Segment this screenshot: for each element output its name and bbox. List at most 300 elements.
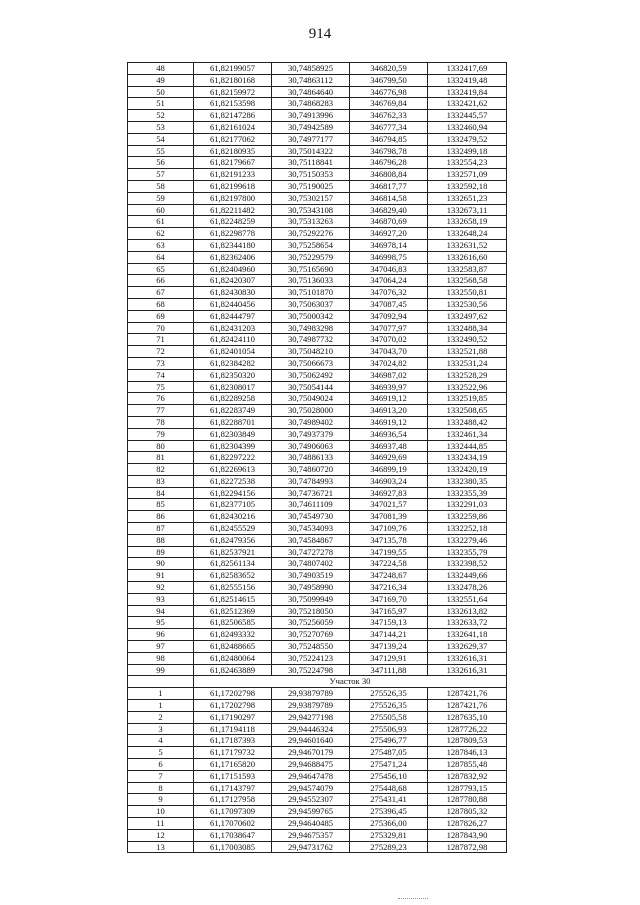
table-row: [128, 310, 507, 322]
latitude-cell: 61,17003085: [194, 841, 272, 853]
y-coordinate-cell: 1332478,26: [428, 582, 507, 594]
table-row: [128, 723, 507, 735]
y-coordinate-cell: 1332444,85: [428, 440, 507, 452]
x-coordinate-cell: 347159,13: [350, 617, 428, 629]
y-coordinate-cell: 1332530,56: [428, 298, 507, 310]
x-coordinate-cell: 346799,50: [350, 74, 428, 86]
point-number-cell: 2: [128, 711, 194, 723]
latitude-cell: 61,17038647: [194, 829, 272, 841]
y-coordinate-cell: 1332291,03: [428, 499, 507, 511]
table-row: [128, 251, 507, 263]
longitude-cell: 30,75118841: [272, 157, 350, 169]
table-row: [128, 794, 507, 806]
table-row: [128, 86, 507, 98]
longitude-cell: 30,74611109: [272, 499, 350, 511]
y-coordinate-cell: 1332519,85: [428, 393, 507, 405]
longitude-cell: 30,74942589: [272, 121, 350, 133]
latitude-cell: 61,82289258: [194, 393, 272, 405]
table-row: [128, 216, 507, 228]
x-coordinate-cell: 347169,70: [350, 593, 428, 605]
point-number-cell: 11: [128, 818, 194, 830]
table-row: [128, 63, 507, 75]
table-row: [128, 570, 507, 582]
point-number-cell: 52: [128, 110, 194, 122]
y-coordinate-cell: 1287421,76: [428, 700, 507, 712]
longitude-cell: 29,93879789: [272, 700, 350, 712]
point-number-cell: 13: [128, 841, 194, 853]
table-row: [128, 346, 507, 358]
table-row: [128, 818, 507, 830]
x-coordinate-cell: 347021,57: [350, 499, 428, 511]
table-row: [128, 759, 507, 771]
point-number-cell: 77: [128, 405, 194, 417]
y-coordinate-cell: 1332497,62: [428, 310, 507, 322]
latitude-cell: 61,82153598: [194, 98, 272, 110]
latitude-cell: 61,82561134: [194, 558, 272, 570]
point-number-cell: 90: [128, 558, 194, 570]
x-coordinate-cell: 347144,21: [350, 629, 428, 641]
y-coordinate-cell: 1287832,92: [428, 770, 507, 782]
y-coordinate-cell: 1332461,34: [428, 428, 507, 440]
x-coordinate-cell: 347248,67: [350, 570, 428, 582]
section-row: [128, 676, 507, 688]
table-row: [128, 228, 507, 240]
x-coordinate-cell: 275471,24: [350, 759, 428, 771]
longitude-cell: 30,74864640: [272, 86, 350, 98]
x-coordinate-cell: 346929,69: [350, 452, 428, 464]
point-number-cell: 95: [128, 617, 194, 629]
point-number-cell: 66: [128, 275, 194, 287]
y-coordinate-cell: 1287421,76: [428, 688, 507, 700]
y-coordinate-cell: 1287809,53: [428, 735, 507, 747]
table-row: [128, 416, 507, 428]
table-row: [128, 145, 507, 157]
x-coordinate-cell: 347043,70: [350, 346, 428, 358]
x-coordinate-cell: 275506,93: [350, 723, 428, 735]
table-row: [128, 664, 507, 676]
table-row: [128, 180, 507, 192]
table-row: [128, 523, 507, 535]
point-number-cell: 96: [128, 629, 194, 641]
coordinates-table: [127, 62, 507, 853]
latitude-cell: 61,82298778: [194, 228, 272, 240]
y-coordinate-cell: 1332488,42: [428, 416, 507, 428]
table-row: [128, 357, 507, 369]
table-row: [128, 169, 507, 181]
table-row: [128, 711, 507, 723]
point-number-cell: 61: [128, 216, 194, 228]
longitude-cell: 30,74868283: [272, 98, 350, 110]
longitude-cell: 29,94647478: [272, 770, 350, 782]
x-coordinate-cell: 347077,97: [350, 322, 428, 334]
y-coordinate-cell: 1287635,10: [428, 711, 507, 723]
latitude-cell: 61,82512369: [194, 605, 272, 617]
y-coordinate-cell: 1332252,18: [428, 523, 507, 535]
x-coordinate-cell: 346796,28: [350, 157, 428, 169]
y-coordinate-cell: 1287826,27: [428, 818, 507, 830]
latitude-cell: 61,17179732: [194, 747, 272, 759]
x-coordinate-cell: 347165,97: [350, 605, 428, 617]
table-row: [128, 475, 507, 487]
longitude-cell: 29,94688475: [272, 759, 350, 771]
x-coordinate-cell: 346978,14: [350, 239, 428, 251]
y-coordinate-cell: 1332460,94: [428, 121, 507, 133]
y-coordinate-cell: 1332419,84: [428, 86, 507, 98]
section-empty-cell: [128, 676, 194, 688]
longitude-cell: 29,94574079: [272, 782, 350, 794]
y-coordinate-cell: 1332554,23: [428, 157, 507, 169]
x-coordinate-cell: 347076,32: [350, 287, 428, 299]
longitude-cell: 30,75048210: [272, 346, 350, 358]
latitude-cell: 61,82197800: [194, 192, 272, 204]
x-coordinate-cell: 275526,35: [350, 700, 428, 712]
y-coordinate-cell: 1332434,19: [428, 452, 507, 464]
table-row: [128, 428, 507, 440]
point-number-cell: 49: [128, 74, 194, 86]
latitude-cell: 61,82384282: [194, 357, 272, 369]
table-row: [128, 593, 507, 605]
x-coordinate-cell: 275431,41: [350, 794, 428, 806]
x-coordinate-cell: 347216,34: [350, 582, 428, 594]
x-coordinate-cell: 275396,45: [350, 806, 428, 818]
table-row: [128, 204, 507, 216]
point-number-cell: 54: [128, 133, 194, 145]
y-coordinate-cell: 1332449,66: [428, 570, 507, 582]
x-coordinate-cell: 346870,69: [350, 216, 428, 228]
longitude-cell: 30,75165690: [272, 263, 350, 275]
longitude-cell: 29,94599765: [272, 806, 350, 818]
y-coordinate-cell: 1287805,32: [428, 806, 507, 818]
y-coordinate-cell: 1332417,69: [428, 63, 507, 75]
point-number-cell: 73: [128, 357, 194, 369]
y-coordinate-cell: 1332648,24: [428, 228, 507, 240]
x-coordinate-cell: 346769,84: [350, 98, 428, 110]
x-coordinate-cell: 347092,94: [350, 310, 428, 322]
y-coordinate-cell: 1332508,65: [428, 405, 507, 417]
point-number-cell: 1: [128, 700, 194, 712]
table-row: [128, 806, 507, 818]
table-row: [128, 239, 507, 251]
table-row: [128, 98, 507, 110]
latitude-cell: 61,82177062: [194, 133, 272, 145]
x-coordinate-cell: 275526,35: [350, 688, 428, 700]
point-number-cell: 84: [128, 487, 194, 499]
latitude-cell: 61,82147286: [194, 110, 272, 122]
latitude-cell: 61,82180935: [194, 145, 272, 157]
longitude-cell: 30,74858925: [272, 63, 350, 75]
longitude-cell: 30,74958990: [272, 582, 350, 594]
point-number-cell: 63: [128, 239, 194, 251]
point-number-cell: 76: [128, 393, 194, 405]
latitude-cell: 61,82430216: [194, 511, 272, 523]
longitude-cell: 30,75270769: [272, 629, 350, 641]
latitude-cell: 61,17190297: [194, 711, 272, 723]
y-coordinate-cell: 1332658,19: [428, 216, 507, 228]
point-number-cell: 64: [128, 251, 194, 263]
x-coordinate-cell: 275487,05: [350, 747, 428, 759]
x-coordinate-cell: 347046,83: [350, 263, 428, 275]
latitude-cell: 61,82303849: [194, 428, 272, 440]
point-number-cell: 56: [128, 157, 194, 169]
table-row: [128, 546, 507, 558]
table-row: [128, 464, 507, 476]
longitude-cell: 30,75049024: [272, 393, 350, 405]
latitude-cell: 61,82199057: [194, 63, 272, 75]
longitude-cell: 30,74983298: [272, 322, 350, 334]
point-number-cell: 86: [128, 511, 194, 523]
point-number-cell: 67: [128, 287, 194, 299]
table-row: [128, 452, 507, 464]
x-coordinate-cell: 346829,40: [350, 204, 428, 216]
point-number-cell: 89: [128, 546, 194, 558]
table-row: [128, 287, 507, 299]
latitude-cell: 61,17187393: [194, 735, 272, 747]
y-coordinate-cell: 1332528,29: [428, 369, 507, 381]
point-number-cell: 55: [128, 145, 194, 157]
longitude-cell: 29,93879789: [272, 688, 350, 700]
y-coordinate-cell: 1332550,81: [428, 287, 507, 299]
latitude-cell: 61,82191233: [194, 169, 272, 181]
latitude-cell: 61,17143797: [194, 782, 272, 794]
latitude-cell: 61,82283749: [194, 405, 272, 417]
point-number-cell: 97: [128, 641, 194, 653]
y-coordinate-cell: 1332673,11: [428, 204, 507, 216]
latitude-cell: 61,82480064: [194, 652, 272, 664]
y-coordinate-cell: 1287726,22: [428, 723, 507, 735]
y-coordinate-cell: 1332551,64: [428, 593, 507, 605]
latitude-cell: 61,82362406: [194, 251, 272, 263]
y-coordinate-cell: 1332419,48: [428, 74, 507, 86]
table-row: [128, 121, 507, 133]
latitude-cell: 61,17070602: [194, 818, 272, 830]
longitude-cell: 30,75190025: [272, 180, 350, 192]
y-coordinate-cell: 1332568,58: [428, 275, 507, 287]
point-number-cell: 53: [128, 121, 194, 133]
x-coordinate-cell: 346762,33: [350, 110, 428, 122]
longitude-cell: 30,74736721: [272, 487, 350, 499]
y-coordinate-cell: 1332259,86: [428, 511, 507, 523]
table-row: [128, 110, 507, 122]
longitude-cell: 29,94675357: [272, 829, 350, 841]
latitude-cell: 61,82420307: [194, 275, 272, 287]
point-number-cell: 3: [128, 723, 194, 735]
x-coordinate-cell: 346913,20: [350, 405, 428, 417]
point-number-cell: 81: [128, 452, 194, 464]
table-row: [128, 617, 507, 629]
longitude-cell: 30,74989402: [272, 416, 350, 428]
table-row: [128, 688, 507, 700]
point-number-cell: 59: [128, 192, 194, 204]
x-coordinate-cell: 346820,59: [350, 63, 428, 75]
longitude-cell: 30,74863112: [272, 74, 350, 86]
x-coordinate-cell: 275456,10: [350, 770, 428, 782]
latitude-cell: 61,82288701: [194, 416, 272, 428]
latitude-cell: 61,17202798: [194, 688, 272, 700]
longitude-cell: 30,75229579: [272, 251, 350, 263]
longitude-cell: 30,74860720: [272, 464, 350, 476]
point-number-cell: 70: [128, 322, 194, 334]
table-row: [128, 192, 507, 204]
point-number-cell: 60: [128, 204, 194, 216]
table-row: [128, 275, 507, 287]
point-number-cell: 10: [128, 806, 194, 818]
point-number-cell: 99: [128, 664, 194, 676]
point-number-cell: 92: [128, 582, 194, 594]
latitude-cell: 61,82401054: [194, 346, 272, 358]
table-row: [128, 735, 507, 747]
x-coordinate-cell: 275448,68: [350, 782, 428, 794]
longitude-cell: 30,74937379: [272, 428, 350, 440]
point-number-cell: 7: [128, 770, 194, 782]
longitude-cell: 29,94446324: [272, 723, 350, 735]
table-row: [128, 263, 507, 275]
point-number-cell: 93: [128, 593, 194, 605]
point-number-cell: 72: [128, 346, 194, 358]
y-coordinate-cell: 1332380,35: [428, 475, 507, 487]
longitude-cell: 30,74913996: [272, 110, 350, 122]
point-number-cell: 83: [128, 475, 194, 487]
latitude-cell: 61,82308017: [194, 381, 272, 393]
longitude-cell: 30,75224123: [272, 652, 350, 664]
x-coordinate-cell: 347135,78: [350, 534, 428, 546]
point-number-cell: 85: [128, 499, 194, 511]
y-coordinate-cell: 1332279,46: [428, 534, 507, 546]
table-row: [128, 841, 507, 853]
point-number-cell: 98: [128, 652, 194, 664]
x-coordinate-cell: 275289,23: [350, 841, 428, 853]
point-number-cell: 87: [128, 523, 194, 535]
x-coordinate-cell: 347129,91: [350, 652, 428, 664]
x-coordinate-cell: 346903,24: [350, 475, 428, 487]
latitude-cell: 61,82583652: [194, 570, 272, 582]
latitude-cell: 61,82211482: [194, 204, 272, 216]
latitude-cell: 61,82488665: [194, 641, 272, 653]
latitude-cell: 61,82269613: [194, 464, 272, 476]
y-coordinate-cell: 1332420,19: [428, 464, 507, 476]
table-row: [128, 605, 507, 617]
x-coordinate-cell: 347199,55: [350, 546, 428, 558]
y-coordinate-cell: 1332571,09: [428, 169, 507, 181]
point-number-cell: 88: [128, 534, 194, 546]
point-number-cell: 74: [128, 369, 194, 381]
latitude-cell: 61,82537921: [194, 546, 272, 558]
table-row: [128, 334, 507, 346]
x-coordinate-cell: 275366,00: [350, 818, 428, 830]
table-row: [128, 133, 507, 145]
x-coordinate-cell: 346936,54: [350, 428, 428, 440]
latitude-cell: 61,82304399: [194, 440, 272, 452]
x-coordinate-cell: 346919,12: [350, 416, 428, 428]
latitude-cell: 61,82159972: [194, 86, 272, 98]
y-coordinate-cell: 1332651,23: [428, 192, 507, 204]
latitude-cell: 61,17127958: [194, 794, 272, 806]
latitude-cell: 61,82294156: [194, 487, 272, 499]
section-label: Участок 30: [194, 676, 507, 688]
x-coordinate-cell: 346817,77: [350, 180, 428, 192]
table-row: [128, 298, 507, 310]
latitude-cell: 61,82350320: [194, 369, 272, 381]
longitude-cell: 30,75343108: [272, 204, 350, 216]
longitude-cell: 30,74584867: [272, 534, 350, 546]
longitude-cell: 29,94670179: [272, 747, 350, 759]
table-row: [128, 381, 507, 393]
longitude-cell: 30,74987732: [272, 334, 350, 346]
y-coordinate-cell: 1287846,13: [428, 747, 507, 759]
longitude-cell: 29,94277198: [272, 711, 350, 723]
y-coordinate-cell: 1332479,52: [428, 133, 507, 145]
x-coordinate-cell: 346927,20: [350, 228, 428, 240]
longitude-cell: 29,94601640: [272, 735, 350, 747]
latitude-cell: 61,82404960: [194, 263, 272, 275]
point-number-cell: 82: [128, 464, 194, 476]
point-number-cell: 68: [128, 298, 194, 310]
y-coordinate-cell: 1332521,88: [428, 346, 507, 358]
longitude-cell: 30,75248550: [272, 641, 350, 653]
point-number-cell: 48: [128, 63, 194, 75]
x-coordinate-cell: 346998,75: [350, 251, 428, 263]
latitude-cell: 61,82493332: [194, 629, 272, 641]
point-number-cell: 62: [128, 228, 194, 240]
y-coordinate-cell: 1332488,34: [428, 322, 507, 334]
latitude-cell: 61,17202798: [194, 700, 272, 712]
table-row: [128, 157, 507, 169]
y-coordinate-cell: 1332445,57: [428, 110, 507, 122]
latitude-cell: 61,82161024: [194, 121, 272, 133]
x-coordinate-cell: 347024,82: [350, 357, 428, 369]
x-coordinate-cell: 347109,76: [350, 523, 428, 535]
footer-mark: [398, 898, 428, 899]
longitude-cell: 30,75099949: [272, 593, 350, 605]
longitude-cell: 30,75063037: [272, 298, 350, 310]
longitude-cell: 30,75054144: [272, 381, 350, 393]
longitude-cell: 30,75000342: [272, 310, 350, 322]
x-coordinate-cell: 347070,02: [350, 334, 428, 346]
y-coordinate-cell: 1332629,37: [428, 641, 507, 653]
x-coordinate-cell: 275329,81: [350, 829, 428, 841]
point-number-cell: 71: [128, 334, 194, 346]
y-coordinate-cell: 1287780,88: [428, 794, 507, 806]
x-coordinate-cell: 346794,85: [350, 133, 428, 145]
table-row: [128, 499, 507, 511]
y-coordinate-cell: 1287843,90: [428, 829, 507, 841]
y-coordinate-cell: 1332490,52: [428, 334, 507, 346]
table-row: [128, 511, 507, 523]
table-row: [128, 369, 507, 381]
latitude-cell: 61,17151593: [194, 770, 272, 782]
table-row: [128, 629, 507, 641]
longitude-cell: 30,75256059: [272, 617, 350, 629]
point-number-cell: 57: [128, 169, 194, 181]
longitude-cell: 30,75066673: [272, 357, 350, 369]
latitude-cell: 61,82424110: [194, 334, 272, 346]
x-coordinate-cell: 347139,24: [350, 641, 428, 653]
x-coordinate-cell: 346939,97: [350, 381, 428, 393]
longitude-cell: 30,74534093: [272, 523, 350, 535]
point-number-cell: 94: [128, 605, 194, 617]
table-row: [128, 829, 507, 841]
latitude-cell: 61,82199618: [194, 180, 272, 192]
y-coordinate-cell: 1332641,18: [428, 629, 507, 641]
y-coordinate-cell: 1332631,52: [428, 239, 507, 251]
point-number-cell: 78: [128, 416, 194, 428]
y-coordinate-cell: 1332592,18: [428, 180, 507, 192]
longitude-cell: 30,74977177: [272, 133, 350, 145]
point-number-cell: 4: [128, 735, 194, 747]
x-coordinate-cell: 346814,58: [350, 192, 428, 204]
latitude-cell: 61,82344180: [194, 239, 272, 251]
longitude-cell: 29,94731762: [272, 841, 350, 853]
latitude-cell: 61,82440456: [194, 298, 272, 310]
